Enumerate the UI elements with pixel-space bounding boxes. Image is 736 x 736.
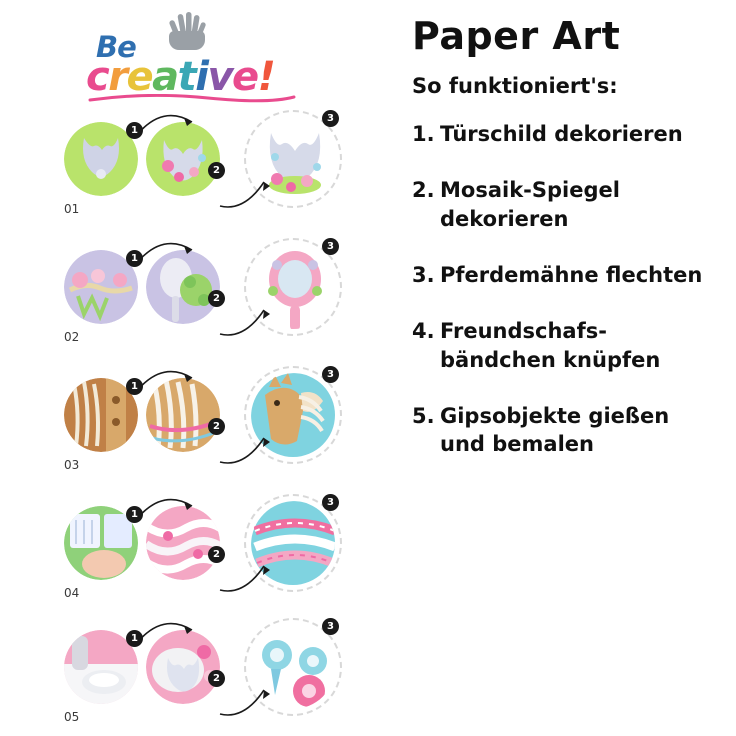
- step-badge: 1: [126, 250, 143, 267]
- step-badge: 2: [208, 290, 225, 307]
- brand-letter: e: [126, 54, 153, 100]
- list-item: [412, 176, 736, 233]
- arrow-icon: [132, 236, 198, 270]
- instruction-number: 3.: [412, 263, 435, 288]
- step-label: 02: [64, 330, 80, 344]
- arrow-icon: [132, 616, 198, 650]
- arrow-icon: [216, 552, 272, 596]
- panel-subtitle: So funktioniert's:: [412, 74, 618, 98]
- arrow-icon: [216, 676, 272, 720]
- hand-print-icon: [164, 10, 210, 50]
- step-row-05: [48, 620, 378, 730]
- step-badge: 1: [126, 378, 143, 395]
- list-item: [412, 317, 736, 374]
- list-item: [412, 402, 736, 459]
- step-row-04: [48, 496, 378, 606]
- step-label: 04: [64, 586, 80, 600]
- arrow-icon: [132, 108, 198, 142]
- step-badge: 3: [322, 110, 339, 127]
- step-badge: 2: [208, 162, 225, 179]
- instruction-number: 2.: [412, 178, 435, 203]
- brand-logo: [72, 8, 322, 100]
- step-row-01: [48, 112, 378, 222]
- arrow-icon: [216, 424, 272, 468]
- list-item: [412, 120, 736, 148]
- step-label: 01: [64, 202, 80, 216]
- step-badge: 2: [208, 670, 225, 687]
- brand-letter: i: [195, 54, 208, 100]
- step-badge: 3: [322, 238, 339, 255]
- step-badge: 2: [208, 418, 225, 435]
- list-item: [412, 261, 736, 289]
- step-row-02: [48, 240, 378, 350]
- brand-letter: r: [108, 54, 127, 100]
- step-badge: 2: [208, 546, 225, 563]
- brand-letter: v: [207, 54, 233, 100]
- brand-letter: a: [152, 54, 178, 100]
- step-badge: 1: [126, 122, 143, 139]
- page-title: Paper Art: [412, 14, 621, 58]
- brand-letter: t: [177, 54, 196, 100]
- step-badge: 3: [322, 494, 339, 511]
- step-badge: 3: [322, 618, 339, 635]
- brand-letter: c: [86, 54, 109, 100]
- step-badge: 1: [126, 630, 143, 647]
- instruction-text: Mosaik-Spiegel dekorieren: [440, 178, 620, 231]
- step-label: 05: [64, 710, 80, 724]
- instruction-number: 1.: [412, 122, 435, 146]
- step-row-03: [48, 368, 378, 478]
- instruction-text: Freundschafs-bändchen knüpfen: [440, 319, 661, 372]
- arrow-icon: [132, 492, 198, 526]
- brand-letter: !: [257, 54, 275, 100]
- arrow-icon: [132, 364, 198, 398]
- brand-underline-swoosh: [88, 94, 298, 104]
- step-badge: 3: [322, 366, 339, 383]
- brand-be-text: Be: [96, 30, 136, 64]
- instruction-text: Türschild dekorieren: [440, 122, 683, 146]
- arrow-icon: [216, 168, 272, 212]
- instruction-text: Gipsobjekte gießen und bemalen: [440, 404, 670, 457]
- brand-letter: e: [232, 54, 258, 100]
- arrow-icon: [216, 296, 272, 340]
- instructions-panel: [404, 0, 736, 736]
- instruction-text: Pferdemähne flechten: [440, 263, 703, 288]
- step-badge: 1: [126, 506, 143, 523]
- instruction-list: [404, 120, 736, 459]
- step-label: 03: [64, 458, 80, 472]
- instruction-number: 5.: [412, 404, 435, 429]
- instruction-number: 4.: [412, 319, 435, 344]
